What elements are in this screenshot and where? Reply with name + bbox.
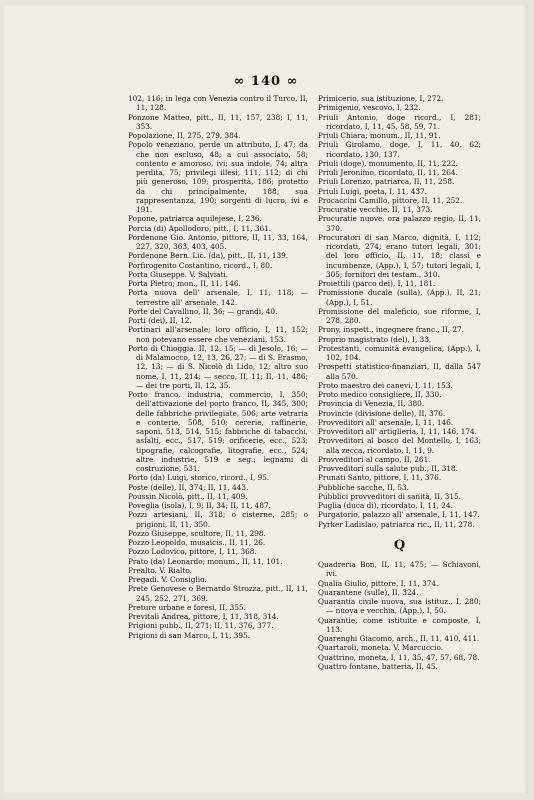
index-entry: Porto franco, industria, commercio, I, 350; dell'attivazione del porto franco, II, 345, 300; delle fabbriche privilegiate, 506; arte vetraria e conterie, 508, 510; cererie, raffinerie, saponi, 513, 514, 515; fabbriche di tabacchi, asfalti, ecc., 517, 519; orificerie, ecc., 523; tipografie, calcografie, litografie, ecc., 524; altre industrie, 519 e seg.; legnami di costruzione, 531. [128,390,308,473]
index-entry: Quartaroli, moneta. V. Marcuccio. [318,643,444,653]
index-entry: Provveditori al campo, II, 261. [318,454,431,464]
index-entry: Preture urbane e foresi, II, 355. [128,602,246,612]
section-letter: Q [393,537,406,553]
index-entry: Prete Genovese o Bernardo Strozza, pitt., II, 11, 245, 252, 271, 369. [128,584,308,603]
book-page [4,4,528,794]
index-entry: Ponzone Matteo, pitt., II, 11, 157, 238; I, 11, 353. [128,112,308,131]
index-entry: Prealto. V. Rialto. [128,565,192,575]
index-entry: Primicerio, sua istituzione, I, 272. [318,94,444,103]
index-entry: Protestanti, comunità evangelica, (App.), I, 102, 104. [318,343,481,362]
index-entry: Priuli Jeronimo, ricordato, II, 11, 264. [318,168,458,177]
index-column-left [128,94,308,640]
index-entry: Pubblici provveditori di sanità, II, 315. [318,491,461,501]
index-entry: Prigioni pubb., II, 271; II, 11, 376, 377. [128,621,274,631]
index-entry: Puglia (duca di), ricordato, I, 11, 24. [318,501,453,510]
index-entry: 102, 116; in lega con Venezia contro il Turco, II, 11, 128. [128,94,308,113]
index-entry: Quattrino, moneta, I, 11, 35, 47, 57, 68, 78. [318,652,480,662]
index-entry: Prigioni di san Marco, I, 11, 395. [128,630,251,640]
index-entry: Porti (dei), II, 12. [128,316,192,325]
index-entry: Pozzi artesiani, II, 318; o cisterne, 285; o prigioni, II, 11, 350. [128,510,308,529]
index-entry: Provincie (divisione delle), II, 376. [318,408,446,418]
index-entry: Purgatorio, palazzo all' arsenale, I, 11, 147. [318,510,480,520]
index-entry: Prony, inspett., ingegnere franc., II, 27. [318,325,465,335]
index-entry: Quarantie, come istituite e composte, I, 113. [318,615,481,634]
index-entry: Priuli Lorenzo, patriarca, II, 11, 258. [318,177,455,187]
index-entry: Porta Giuseppe. V. Salviati. [128,269,229,279]
index-entry: Quarenghi Giacomo, arch., II, 11, 410, 411. [318,634,480,643]
index-entry: Porto di Chioggia. II, 12, 15; — di Jesolo, 16; — di Malamocco, 12, 13, 26, 27; — di S. Erasmo, 12, 13; — di S. Nicolò di Lido, 12; altro suo nome, I, 11, 214; — secco, II, 11; II, 11, 486; — dei tre porti, II, 12, 35. [128,343,308,390]
page-number: ∞ 140 ∞ [233,74,299,89]
index-entry: Poste (delle), II, 374; II, 11, 443. [128,482,249,492]
index-entry: Proprio magistrato (del), I, 33. [318,334,432,344]
index-entry: Prospetti statistico-finanziari, II, dalla 547 alla 570. [318,362,481,381]
index-entry: Portinari all'arsenale; loro officio, I, 11, 152; non potevano essere che veneziani, 153. [128,325,308,344]
index-entry: Procuratie vecchie, II, 11, 373. [318,205,433,214]
index-entry: Promissione del maleficio, sue riforme, I, 278, 280. [318,306,481,325]
index-entry: Popolo veneziano, perde un attributo, I, 47; da che non escluso, 48; a cui associato, 58; contento e amoroso, ivi; sua indole, 74; altra perdita, 75; privilegi illesi, 111, 112; di chi più generoso, 109; prosperità, 186; protetto da chi principalmente, 188; sua rappresentanza, 190; sorgenti di lucro, ivi e 191. [128,140,308,214]
index-entry: Proto medico consigliere, II, 330. [318,390,442,399]
index-entry: Promissione ducale (sulla), (App.), II, 21; (App.), I, 51. [318,288,481,307]
index-entry: Pozzo Leopoldo, musaicis., II, 11, 26. [128,538,266,547]
index-entry: Qualia Giulio, pittore, I, 11, 374. [318,578,439,588]
index-entry: Provincia di Venezia, II, 380. [318,399,425,409]
index-entry: Primigenio, vescovo, I, 232. [318,103,421,113]
index-entry: Priuli Luigi, poeta, I, 11, 437. [318,186,427,196]
index-entry: Priuli (doge), monumento, II, 11, 222. [318,158,458,168]
index-entry: Procuratie nuove, ora palazzo regio, II, 11, 370. [318,214,481,233]
index-entry: Procaccini Camillo, pittore, II, 11, 252. [318,195,463,205]
index-entry: Porcia (di) Apollodoro, pitt., I, 11, 361. [128,223,272,233]
index-entry: Porfirogenito Costantino, ricord., I, 80. [128,260,273,270]
index-entry: Popolazione, II, 275, 279, 384. [128,131,241,140]
index-entry: Quattro fontane, batteria, II, 45. [318,661,438,671]
index-entry: Procuratori di san Marco, dignità, I, 112; ricordati, 274; erano tutori legali, 301; del loro officio, II, 11, 18; classi e incumbenze, (App.), I, 57; tutori legali, I, 305; fornitori dei testam., 310. [318,232,481,279]
index-entry: Pordenone Gio. Antonio, pittore, II, 11, 33, 164, 227, 320, 363, 403, 405. [128,232,308,251]
index-entry: Prunati Santo, pittore, I, 11, 376. [318,473,442,483]
index-entry: Porto (da) Luigi, storico, ricord., I, 95. [128,473,270,483]
index-entry: Prato (da) Leonardo; monum., II, 11, 101. [128,556,283,566]
index-entry: Provveditori all' artiglieria, I, 11, 146, 174. [318,427,477,436]
index-entry: Pregadi. V. Consiglio. [128,575,207,584]
index-entry: Quadreria Bon, II, 11, 475; — Schiavoni, ivi. [318,560,481,579]
index-entry: Proiettili (parco dei), I, 11, 181. [318,279,436,288]
index-entry: Porte del Cavallino, II, 36; — grandi, 40. [128,306,278,316]
index-entry: Proto maestro dei canevi, I, 11, 153. [318,380,453,390]
index-entry: Porta nuova dell' arsenale, I, 11, 118; — terrestre all' arsenale, 142. [128,288,308,307]
index-entry: Priuli Antonio, doge ricord., I, 281; ricordato, I, 11, 45, 58, 59, 71. [318,112,481,131]
index-entry: Poussin Nicolò, pitt., II, 11, 409. [128,491,248,501]
index-entry: Quarantene (sulle), II, 324. [318,587,419,597]
index-column-right [318,94,481,671]
index-entry: Quarantia civile nuova, sua istituz., I, 280; — nuova e vecchia, (App.), I, 50. [318,597,481,616]
index-entry: Provveditori all' arsenale, I, 11, 146. [318,417,454,427]
index-entry: Porta Pietro; mon., II, 11, 146. [128,279,241,288]
index-entry: Poveglia (isola), I, 9; II, 34; II, 11, 487. [128,501,271,510]
index-column-right-p [318,94,481,529]
index-entry: Pozzo Lodovico, pittore, I, 11, 368. [128,547,257,557]
index-entry: Priuli Girolamo, doge, I, 11, 40, 62; ricordato, 130, 137. [318,140,481,159]
index-entry: Popone, patriarca aquilejese, I, 236. [128,214,262,224]
index-entry: Provveditori sulla salute pub., II, 318. [318,464,458,473]
index-entry: Pubbliche sacche, II, 53. [318,482,409,492]
index-entry: Provveditori al bosco del Montello, I, 163; alla zecca, ricordato, I, 11, 9. [318,436,481,455]
index-entry: Pyrker Ladislao, patriarca ric., II, 11, 278. [318,519,475,529]
index-entry: Previtali Andrea, pittore, I, 11, 318, 314. [128,612,279,621]
index-column-right-q [318,560,481,671]
index-entry: Priuli Chiara; monum., II, 11, 91. [318,131,441,140]
index-entry: Pozzo Giuseppe, scultore, II, 11, 298. [128,528,266,538]
index-entry: Pordenone Bern. Lic. (da), pitt., II, 11, 139. [128,251,289,261]
